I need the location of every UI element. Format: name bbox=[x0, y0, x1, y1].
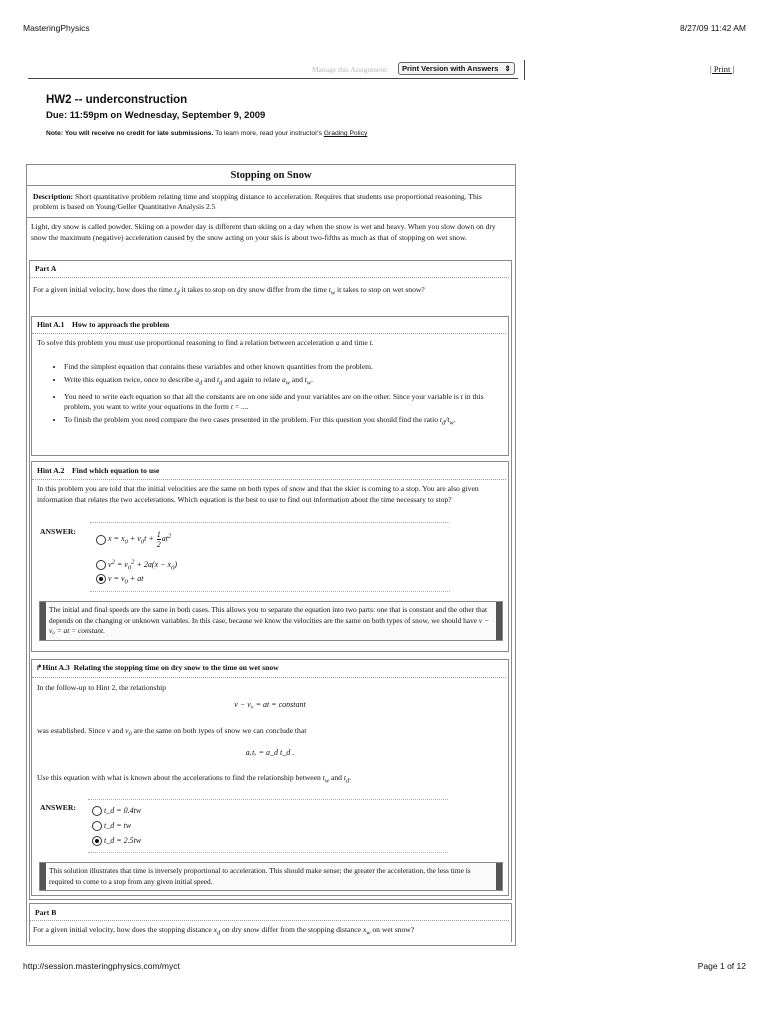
hint-a1-bullet-3: • You need to write each equation so that all the constants are on one side and your variables are on the other. Since your variable is t in this problem, you want to write your equations in the form t = .... bbox=[64, 392, 500, 412]
description-text: Short quantitative problem relating time and stopping distance to acceleration. Requires that students use proportional reasoning. This problem is based on Young/Geller Quantitative Analysis 2.5 bbox=[33, 192, 482, 211]
grading-policy-link[interactable]: Grading Policy bbox=[323, 130, 368, 137]
toolbar-rule bbox=[28, 78, 518, 79]
hint-a1-list bbox=[42, 362, 500, 431]
part-b-label: Part B bbox=[35, 908, 57, 917]
hint-a2-answer-bottom-rule bbox=[90, 591, 450, 592]
description-label: Description: bbox=[33, 192, 74, 201]
hint-a2-feedback-end: . bbox=[103, 626, 105, 635]
toolbar-divider bbox=[524, 60, 525, 80]
hint-a3-header[interactable] bbox=[36, 663, 279, 672]
hint-a2-text: In this problem you are told that the initial velocities are the same on both types of snow and that the skier is coming to a stop. You are also given information that relates the two accelerations. Which equation is the best to use to find out information about the time necessary to stop? bbox=[37, 484, 479, 504]
print-link[interactable]: | Print | bbox=[710, 64, 735, 74]
hint-a3-number: Hint A.3 bbox=[42, 663, 70, 672]
late-note bbox=[46, 130, 367, 137]
hint-a1-title: How to approach the problem bbox=[72, 320, 170, 329]
hint-a3-use-text: Use this equation with what is known about the accelerations to find the relationship between $t_w$ and $t_d$. bbox=[37, 773, 352, 785]
hint-a1-number: Hint A.1 bbox=[37, 320, 65, 329]
part-a-q2: it takes to stop on dry snow differ from the time bbox=[179, 285, 329, 294]
hint-a3-option-3[interactable]: t_d = 2.5tw bbox=[92, 836, 141, 846]
hint-a1-rule bbox=[32, 333, 506, 334]
hint-arrow-icon: ↱ bbox=[36, 663, 43, 672]
part-a-q3: it takes to stop on wet snow? bbox=[335, 285, 425, 294]
hint-a1-header[interactable] bbox=[37, 320, 169, 329]
hint-a3-title: Relating the stopping time on dry snow to the time on wet snow bbox=[73, 663, 279, 672]
hint-a2-feedback-main: The initial and final speeds are the same in both cases. This allows you to separate the equation into two parts: one that is constant and the other that depends on the changing or unknown variables. In this case, because we know the velocities are the same on both types of snow, we should have bbox=[49, 605, 488, 625]
hint-a1-text: To solve this problem you must use proportional reasoning to find a relation between acceleration a and time t. bbox=[37, 338, 374, 347]
hint-a2-header[interactable] bbox=[37, 466, 159, 475]
part-a-label: Part A bbox=[35, 264, 57, 273]
app-name: MasteringPhysics bbox=[23, 23, 90, 33]
hint-a2-feedback-eq: v − v₀ = at = constant bbox=[49, 615, 490, 635]
hint-a2-feedback bbox=[39, 601, 503, 641]
hint-a3-feedback bbox=[39, 862, 503, 891]
late-note-bold: Note: You will receive no credit for late submissions. bbox=[46, 130, 214, 137]
radio-button-selected[interactable] bbox=[96, 574, 106, 584]
hint-a2-number: Hint A.2 bbox=[37, 466, 65, 475]
part-b-question: For a given initial velocity, how does the stopping distance $x_d$ on dry snow differ from the stopping distance $x_w$ on wet snow? bbox=[33, 925, 415, 937]
radio-button[interactable] bbox=[96, 560, 106, 570]
late-note-text: To learn more, read your instructor's bbox=[213, 130, 324, 137]
hint-a3-equation-2: aₓtₓ = a_d t_d . bbox=[245, 748, 295, 757]
var-t-d: $t_d$ bbox=[174, 285, 180, 297]
feedback-bar-right bbox=[496, 863, 502, 890]
hint-a1-text-main: To solve this problem you must use proportional reasoning to find a relation between acceleration bbox=[37, 338, 336, 347]
select-arrows-icon: ⇕ bbox=[504, 64, 511, 73]
hint-a2-option-1[interactable]: $x = x_0 + v_0t$ + $\frac{1}{2}$ $at^2$ bbox=[96, 530, 171, 549]
description-rule bbox=[26, 217, 515, 218]
hint-a3-answer-bottom-rule bbox=[88, 852, 448, 853]
radio-button-selected[interactable] bbox=[92, 836, 102, 846]
hint-a1-bullet-2: • Write this equation twice, once to describe $a_d$ and $t_d$ and again to relate $a_w$ and $t_w$. bbox=[64, 375, 500, 389]
problem-intro: Light, dry snow is called powder. Skiing on a powder day is different than skiing on a day when the snow is wet and heavy. When you slow down on dry snow the maximum (negative) acceleration caused by the snow acting on your skis is about two-fifths as much as that of stopping on wet snow. bbox=[31, 222, 496, 242]
hint-a3-rule bbox=[32, 677, 506, 678]
feedback-bar-left bbox=[40, 602, 46, 640]
hint-a3-feedback-text: This solution illustrates that time is inversely proportional to acceleration. This should make sense; the greater the acceleration, the less time is required to come to a stop from any given initial speed. bbox=[49, 866, 471, 886]
hint-a2-rule bbox=[32, 479, 506, 480]
hint-a1-bullet-4: • To finish the problem you need compare the two cases presented in the problem. For this question you should find the ratio $t_d/t_w$. bbox=[64, 415, 500, 429]
part-a-rule bbox=[30, 277, 509, 278]
radio-button[interactable] bbox=[92, 821, 102, 831]
hint-a3-intro: In the follow-up to Hint 2, the relationship bbox=[37, 683, 167, 692]
var-t-w: $t_w$ bbox=[328, 285, 336, 297]
hint-a3-established: was established. Since v and $v_0$ are the same on both types of snow we can conclude that bbox=[37, 726, 307, 738]
radio-button[interactable] bbox=[96, 535, 106, 545]
title-rule bbox=[26, 185, 515, 186]
assignment-title: HW2 -- underconstruction bbox=[46, 94, 188, 106]
radio-button[interactable] bbox=[92, 806, 102, 816]
hint-a2-answer-label: ANSWER: bbox=[40, 527, 76, 536]
feedback-bar-left bbox=[40, 863, 46, 890]
hint-a3-equation-1: v − v₀ = at = constant bbox=[234, 700, 306, 709]
hint-a3-answer-label: ANSWER: bbox=[40, 803, 76, 812]
problem-title: Stopping on Snow bbox=[230, 170, 312, 181]
feedback-bar-right bbox=[496, 602, 502, 640]
manage-assignment-label: Manage this Assignment: bbox=[312, 65, 389, 74]
part-b-rule bbox=[30, 920, 509, 921]
hint-a3-answer-top-rule bbox=[88, 799, 448, 800]
part-a-question bbox=[33, 283, 501, 301]
page-url: http://session.masteringphysics.com/myct bbox=[23, 961, 180, 971]
timestamp: 8/27/09 11:42 AM bbox=[679, 23, 746, 33]
hint-a3-option-1[interactable]: t_d = 0.4tw bbox=[92, 806, 141, 816]
print-version-select[interactable] bbox=[398, 62, 515, 75]
page-number: Page 1 of 12 bbox=[697, 961, 746, 971]
hint-a1-text-and: and time bbox=[339, 338, 370, 347]
problem-description bbox=[33, 192, 503, 212]
hint-a1-bullet-1: • Find the simplest equation that contains these variables and other known quantities from the problem. bbox=[64, 362, 500, 372]
hint-a2-feedback-text bbox=[49, 605, 493, 637]
hint-a2-answer-top-rule bbox=[90, 522, 450, 523]
hint-a3-option-2[interactable]: t_d = tw bbox=[92, 821, 131, 831]
hint-a2-title: Find which equation to use bbox=[72, 466, 160, 475]
due-date: Due: 11:59pm on Wednesday, September 9, 2009 bbox=[46, 110, 266, 121]
part-a-q1: For a given initial velocity, how does the time bbox=[33, 285, 175, 294]
print-version-label: Print Version with Answers bbox=[402, 64, 499, 73]
hint-a2-option-2[interactable]: $v^2 = v_0^2 + 2a(x - x_0)$ bbox=[96, 558, 177, 571]
hint-a2-option-3[interactable]: $v = v_0$ + at bbox=[96, 574, 143, 586]
